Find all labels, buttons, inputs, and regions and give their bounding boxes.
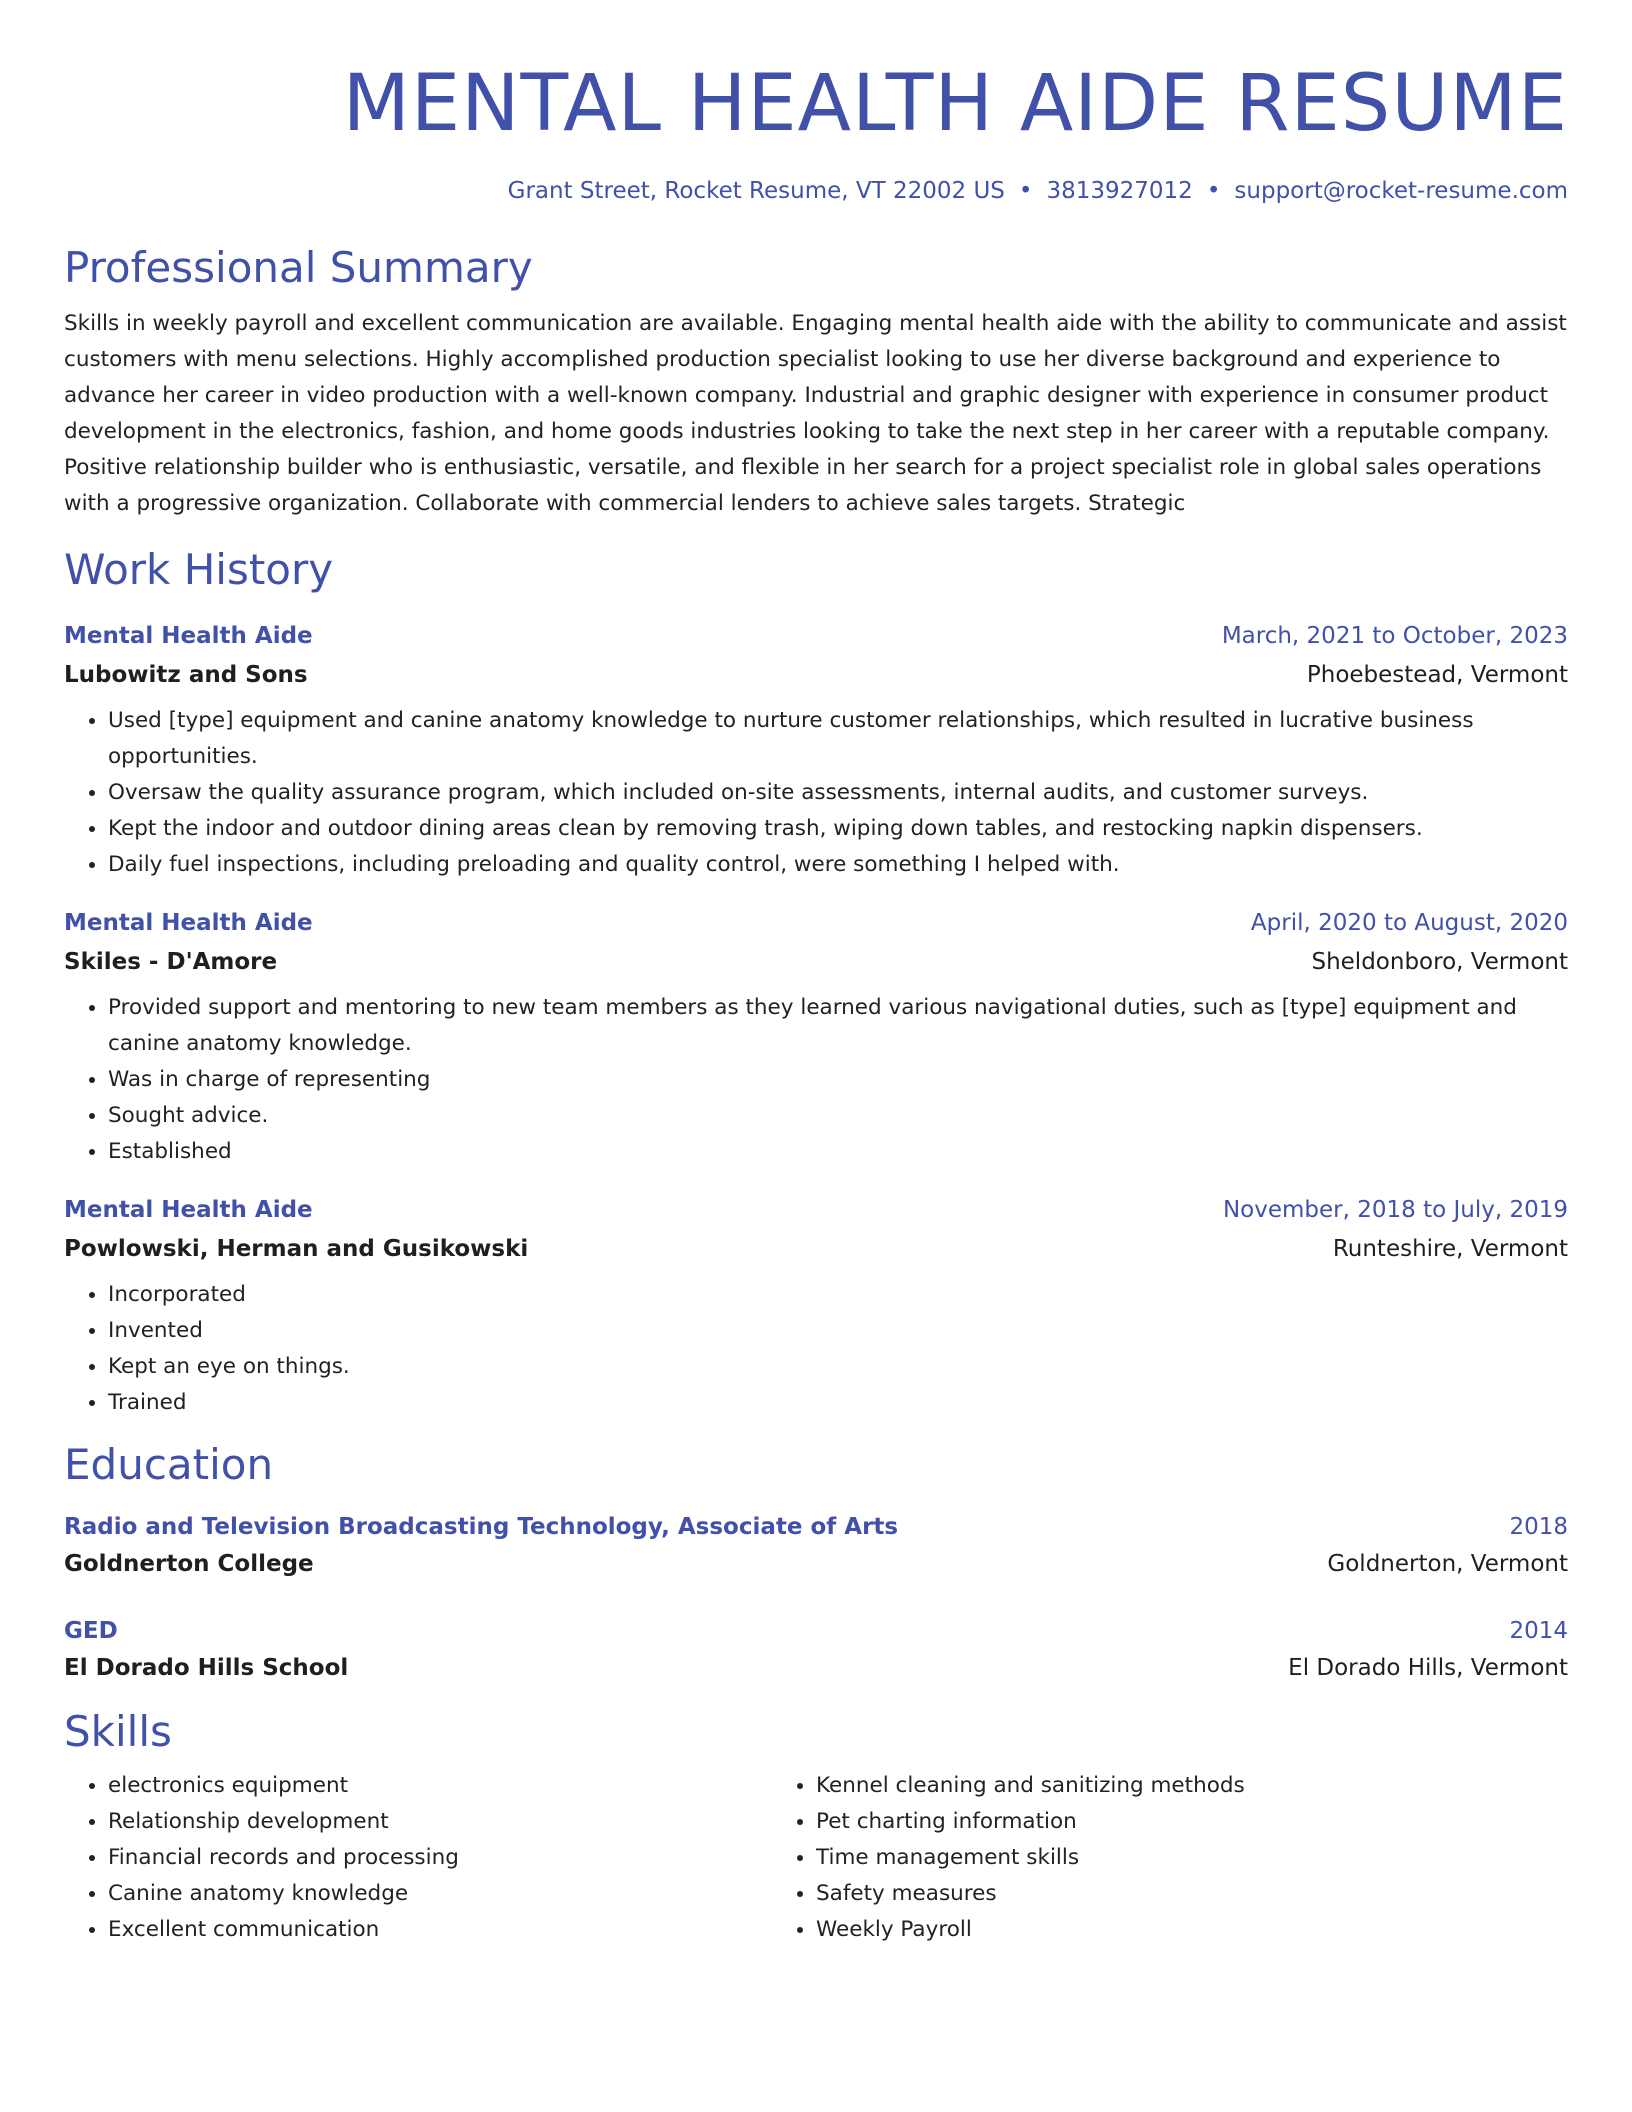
job-role: Mental Health Aide <box>64 910 313 936</box>
work-history-heading: Work History <box>64 545 334 594</box>
job-company: Skiles - D'Amore <box>64 949 278 975</box>
education-school: Goldnerton College <box>64 1551 314 1577</box>
job-dates: March, 2021 to October, 2023 <box>1221 623 1568 649</box>
job-location: Sheldonboro, Vermont <box>1311 949 1568 975</box>
job-entry <box>64 620 1568 883</box>
skill-item: • Canine anatomy knowledge <box>108 1876 772 1912</box>
contact-separator: • <box>1018 178 1033 204</box>
job-bullet: • Daily fuel inspections, including preloading and quality control, were something I helped with. <box>108 847 1568 883</box>
education-entry <box>64 1615 1568 1684</box>
education-degree: Radio and Television Broadcasting Technology, Associate of Arts <box>64 1514 899 1540</box>
job-bullet: • Used [type] equipment and canine anatomy knowledge to nurture customer relationships, which resulted in lucrative business opportunities. <box>108 703 1568 775</box>
contact-address: Grant Street, Rocket Resume, VT 22002 US <box>507 178 1005 204</box>
job-role: Mental Health Aide <box>64 1197 313 1223</box>
education-degree: GED <box>64 1618 118 1644</box>
job-dates: April, 2020 to August, 2020 <box>1250 910 1568 936</box>
skill-item: • Financial records and processing <box>108 1840 772 1876</box>
education-entry <box>64 1511 1568 1580</box>
job-bullet: • Incorporated <box>108 1277 1568 1313</box>
skill-item: • Kennel cleaning and sanitizing methods <box>816 1768 1568 1804</box>
contact-separator: • <box>1206 178 1221 204</box>
job-bullet: • Sought advice. <box>108 1098 1568 1134</box>
job-bullet: • Invented <box>108 1313 1568 1349</box>
skills-heading: Skills <box>64 1707 172 1756</box>
skill-item: • Excellent communication <box>108 1912 772 1948</box>
education-school: El Dorado Hills School <box>64 1655 349 1681</box>
job-bullets <box>64 703 1568 883</box>
job-bullet: • Established <box>108 1134 1568 1170</box>
skill-item: • electronics equipment <box>108 1768 772 1804</box>
skill-item: • Time management skills <box>816 1840 1568 1876</box>
skill-item: • Relationship development <box>108 1804 772 1840</box>
education-location: El Dorado Hills, Vermont <box>1288 1655 1568 1681</box>
skills-column-right <box>772 1768 1568 1948</box>
job-location: Phoebestead, Vermont <box>1306 662 1568 688</box>
skills-column-left <box>64 1768 772 1948</box>
education-location: Goldnerton, Vermont <box>1327 1551 1568 1577</box>
job-company: Powlowski, Herman and Gusikowski <box>64 1236 529 1262</box>
resume-title: MENTAL HEALTH AIDE RESUME <box>342 59 1568 149</box>
contact-phone: 3813927012 <box>1046 178 1193 204</box>
job-role: Mental Health Aide <box>64 623 313 649</box>
education-year: 2018 <box>1509 1514 1568 1540</box>
skill-item: • Weekly Payroll <box>816 1912 1568 1948</box>
skills-list <box>64 1768 1568 1948</box>
summary-text: Skills in weekly payroll and excellent communication are available. Engaging mental health aide with the ability to communicate and assist customers with menu selections. Highly accomplished production specialist looking to use her diverse background and experience to advance her career in video production with a well-known company. Industrial and graphic designer with experience in consumer product development in the electronics, fashion, and home goods industries looking to take the next step in her career with a reputable company. Positive relationship builder who is enthusiastic, versatile, and flexible in her search for a project specialist role in global sales operations with a progressive organization. Collaborate with commercial lenders to achieve sales targets. Strategic <box>64 311 1567 516</box>
job-company: Lubowitz and Sons <box>64 662 308 688</box>
job-bullet: • Oversaw the quality assurance program, which included on-site assessments, internal audits, and customer surveys. <box>108 775 1568 811</box>
job-bullet: • Was in charge of representing <box>108 1062 1568 1098</box>
job-bullets <box>64 990 1568 1170</box>
skill-item: • Safety measures <box>816 1876 1568 1912</box>
contact-email: support@rocket-resume.com <box>1234 178 1568 204</box>
job-bullets <box>64 1277 1568 1421</box>
job-dates: November, 2018 to July, 2019 <box>1222 1197 1568 1223</box>
job-entry <box>64 1194 1568 1421</box>
job-bullet: • Provided support and mentoring to new team members as they learned various navigational duties, such as [type] equipment and canine anatomy knowledge. <box>108 990 1568 1062</box>
skill-item: • Pet charting information <box>816 1804 1568 1840</box>
job-bullet: • Trained <box>108 1385 1568 1421</box>
job-bullet: • Kept an eye on things. <box>108 1349 1568 1385</box>
education-heading: Education <box>64 1440 274 1489</box>
job-entry <box>64 907 1568 1170</box>
education-year: 2014 <box>1509 1618 1568 1644</box>
resume-page <box>64 56 1568 1948</box>
job-bullet: • Kept the indoor and outdoor dining areas clean by removing trash, wiping down tables, and restocking napkin dispensers. <box>108 811 1568 847</box>
summary-heading: Professional Summary <box>64 243 533 292</box>
job-location: Runteshire, Vermont <box>1332 1236 1568 1262</box>
contact-line <box>64 175 1568 207</box>
